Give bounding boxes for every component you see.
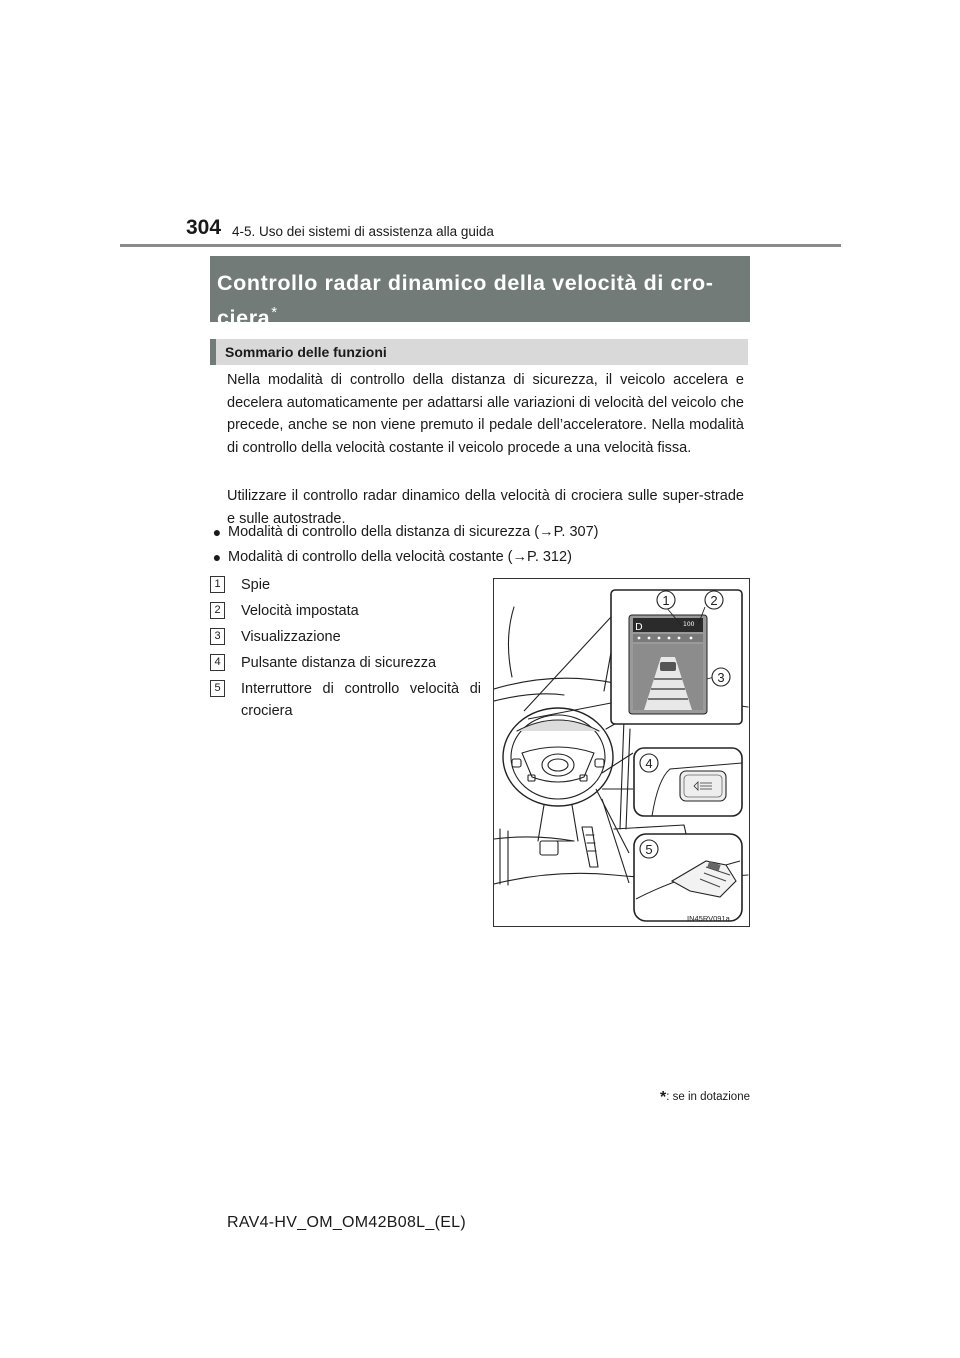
legend-number: 1 (210, 576, 225, 593)
footnote (600, 1089, 750, 1107)
callout-2-label: 2 (710, 593, 718, 608)
section-subheading: Sommario delle funzioni (210, 339, 748, 365)
page-title-line1: Controllo radar dinamico della velocità di cro- (217, 271, 714, 295)
callout-3-label: 3 (717, 670, 725, 685)
legend-label: Velocità impostata (241, 603, 359, 619)
section-title: 4-5. Uso dei sistemi di assistenza alla guida (232, 224, 494, 239)
legend-number: 4 (210, 654, 225, 671)
page-title-line2 (217, 298, 744, 333)
callout-1-label: 1 (662, 593, 670, 608)
image-code: IN45RV091a (687, 914, 730, 923)
header-rule (120, 244, 841, 247)
legend-label: Pulsante distanza di sicurezza (241, 655, 437, 671)
legend-number: 2 (210, 602, 225, 619)
document-code: RAV4-HV_OM_OM42B08L_(EL) (227, 1214, 466, 1231)
display-gear: D (635, 622, 643, 633)
callout-4-label: 4 (645, 756, 653, 771)
body-paragraph: Utilizzare il controllo radar dinamico della velocità di crociera sulle super-strade e sulle autostrade. (227, 488, 744, 527)
legend-label: Visualizzazione (241, 629, 341, 645)
bullet-icon: ● (212, 549, 222, 565)
page-title-line2-text: ciera (217, 306, 271, 330)
page-title (210, 256, 750, 330)
callout-5-label: 5 (645, 842, 653, 857)
optional-marker: * (271, 304, 278, 321)
legend-number: 3 (210, 628, 225, 645)
legend-label: Spie (241, 577, 271, 593)
steering-wheel-illustration (493, 578, 750, 927)
legend-label: Interruttore di controllo velocità di crociera (241, 681, 481, 719)
footnote-marker: * (660, 1089, 667, 1106)
display-speed: 100 (683, 621, 695, 628)
bullet-icon: ● (212, 524, 222, 540)
legend-number: 5 (210, 680, 225, 697)
page-number: 304 (186, 216, 222, 239)
bullet-text: Modalità di controllo della distanza di sicurezza (→P. 307) (228, 524, 599, 540)
footnote-text: : se in dotazione (666, 1091, 750, 1103)
body-paragraph: Nella modalità di controllo della distanza di sicurezza, il veicolo accelera e decelera automaticamente per adattarsi alle variazioni di velocità del veicolo che precede, anche se non viene premuto il pedale dell’acceleratore. Nella modalità di controllo della velocità costante il veicolo procede a una velocità fissa. (227, 372, 744, 456)
bullet-text: Modalità di controllo della velocità costante (→P. 312) (228, 549, 572, 565)
